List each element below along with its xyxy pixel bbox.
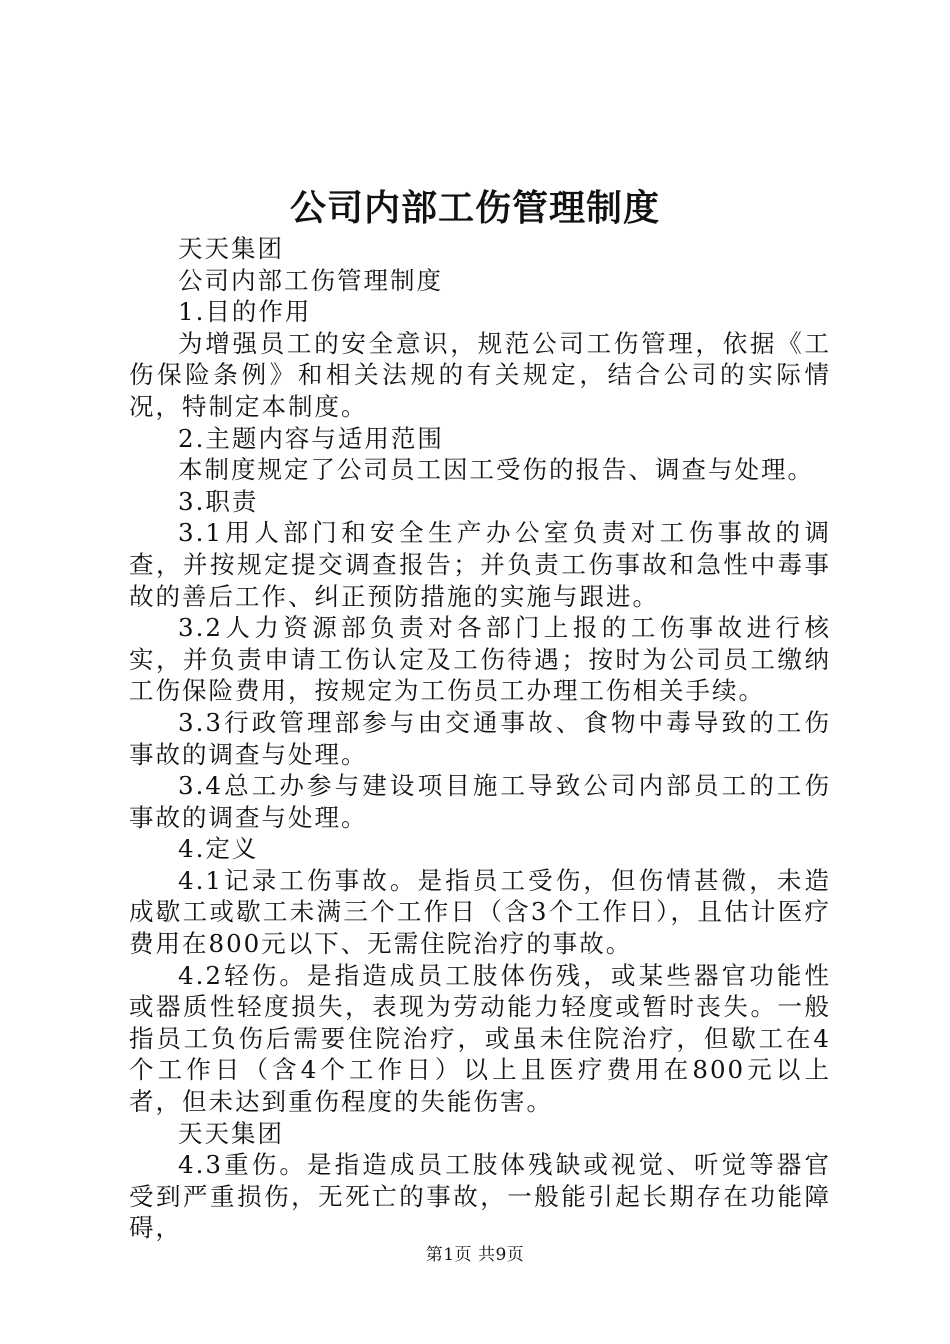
- paragraph-definition-4-3: 4.3重伤。是指造成员工肢体残缺或视觉、听觉等器官受到严重损伤，无死亡的事故，一般能引起长期存在功能障碍，: [129, 1150, 831, 1243]
- heading-scope: 2.主题内容与适用范围: [178, 423, 444, 453]
- paragraph-purpose: 为增强员工的安全意识，规范公司工伤管理，依据《工伤保险条例》和相关法规的有关规定，结合公司的实际情况，特制定本制度。: [129, 328, 831, 421]
- heading-purpose: 1.目的作用: [178, 297, 312, 327]
- paragraph-company-name-repeat: 天天集团: [178, 1118, 284, 1148]
- paragraph-definition-4-2: 4.2轻伤。是指造成员工肢体伤残，或某些器官功能性或器质性轻度损失，表现为劳动能力轻度或暂时丧失。一般指员工负伤后需要住院治疗，或虽未住院治疗，但歇工在4个工作日（含4个工作日）以上且医疗费用在800元以上者，但未达到重伤程度的失能伤害。: [129, 960, 831, 1117]
- heading-responsibilities: 3.职责: [178, 486, 259, 516]
- paragraph-company-name: 天天集团: [178, 234, 284, 263]
- document-body: [129, 233, 831, 1244]
- paragraph-subtitle: 公司内部工伤管理制度: [178, 265, 443, 295]
- paragraph-definition-4-1: 4.1记录工伤事故。是指员工受伤，但伤情甚微，未造成歇工或歇工未满三个工作日（含3个工作日），且估计医疗费用在800元以下、无需住院治疗的事故。: [129, 865, 831, 959]
- paragraph-responsibility-3-2: 3.2人力资源部负责对各部门上报的工伤事故进行核实，并负责申请工伤认定及工伤待遇；按时为公司员工缴纳工伤保险费用，按规定为工伤员工办理工伤相关手续。: [129, 613, 831, 706]
- paragraph-responsibility-3-4: 3.4总工办参与建设项目施工导致公司内部员工的工伤事故的调查与处理。: [129, 771, 831, 832]
- page-number-footer: 第1页 共9页: [425, 1245, 525, 1265]
- paragraph-scope: 本制度规定了公司员工因工受伤的报告、调查与处理。: [178, 455, 814, 485]
- paragraph-responsibility-3-3: 3.3行政管理部参与由交通事故、食物中毒导致的工伤事故的调查与处理。: [129, 707, 831, 769]
- heading-definitions: 4.定义: [178, 834, 259, 864]
- paragraph-responsibility-3-1: 3.1用人部门和安全生产办公室负责对工伤事故的调查，并按规定提交调查报告；并负责工伤事故和急性中毒事故的善后工作、纠正预防措施的实施与跟进。: [129, 518, 831, 611]
- document-title: 公司内部工伤管理制度: [289, 187, 660, 229]
